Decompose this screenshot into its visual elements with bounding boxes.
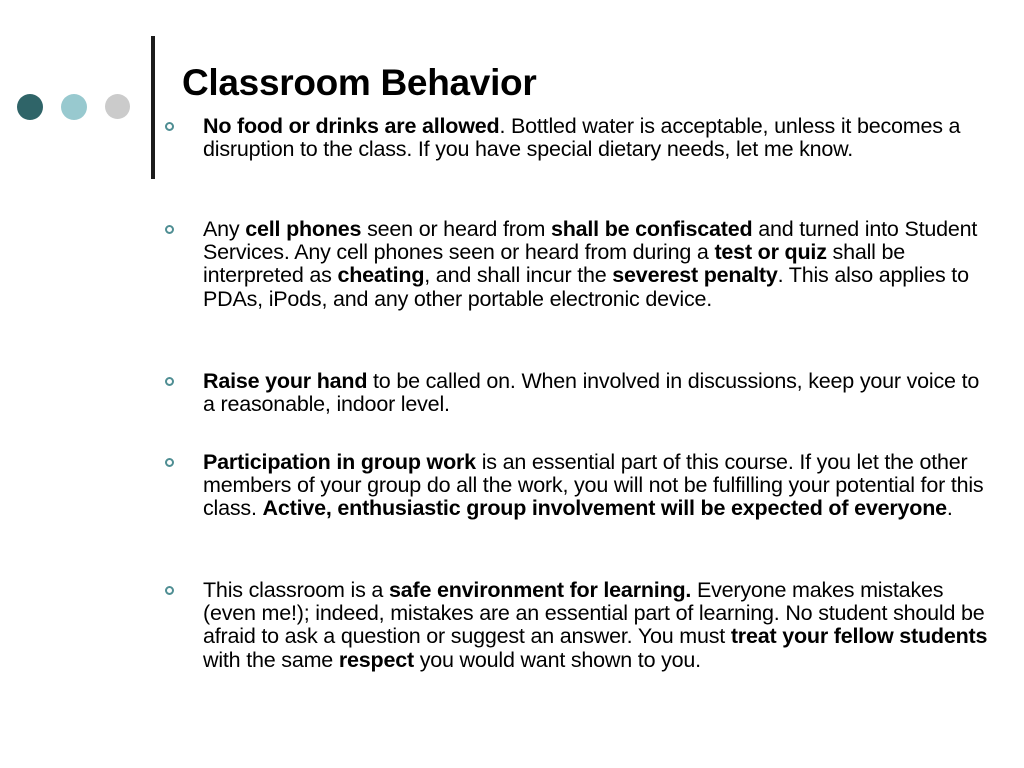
bullet-cell-phones: Any cell phones seen or heard from shall be confiscated and turned into Student Services. Any cell phones seen or heard from during a test or quiz shall be interpreted as cheating, and shall incur the severest penalty. This also applies to PDAs, iPods, and any other portable electronic device. <box>203 218 993 311</box>
bullet-circle-icon <box>165 377 174 386</box>
bullet-safe-environment: This classroom is a safe environment for learning. Everyone makes mistakes (even me!); indeed, mistakes are an essential part of learning. No student should be afraid to ask a question or suggest an answer. You must treat your fellow students with the same respect you would want shown to you. <box>203 579 993 672</box>
decorative-dot-grey <box>105 94 130 119</box>
bullet-food-drinks: No food or drinks are allowed. Bottled water is acceptable, unless it becomes a disruption to the class. If you have special dietary needs, let me know. <box>203 115 993 161</box>
slide-title: Classroom Behavior <box>182 62 537 103</box>
bullet-group-work: Participation in group work is an essential part of this course. If you let the other members of your group do all the work, you will not be fulfilling your potential for this class. Active, enthusiastic group involvement will be expected of everyone. <box>203 451 993 521</box>
bullet-circle-icon <box>165 586 174 595</box>
bullet-circle-icon <box>165 122 174 131</box>
decorative-dot-light <box>61 94 87 120</box>
title-divider-line <box>151 36 155 179</box>
bullet-circle-icon <box>165 225 174 234</box>
bullet-raise-hand: Raise your hand to be called on. When involved in discussions, keep your voice to a reasonable, indoor level. <box>203 370 993 416</box>
decorative-dot-dark <box>17 94 43 120</box>
bullet-circle-icon <box>165 458 174 467</box>
